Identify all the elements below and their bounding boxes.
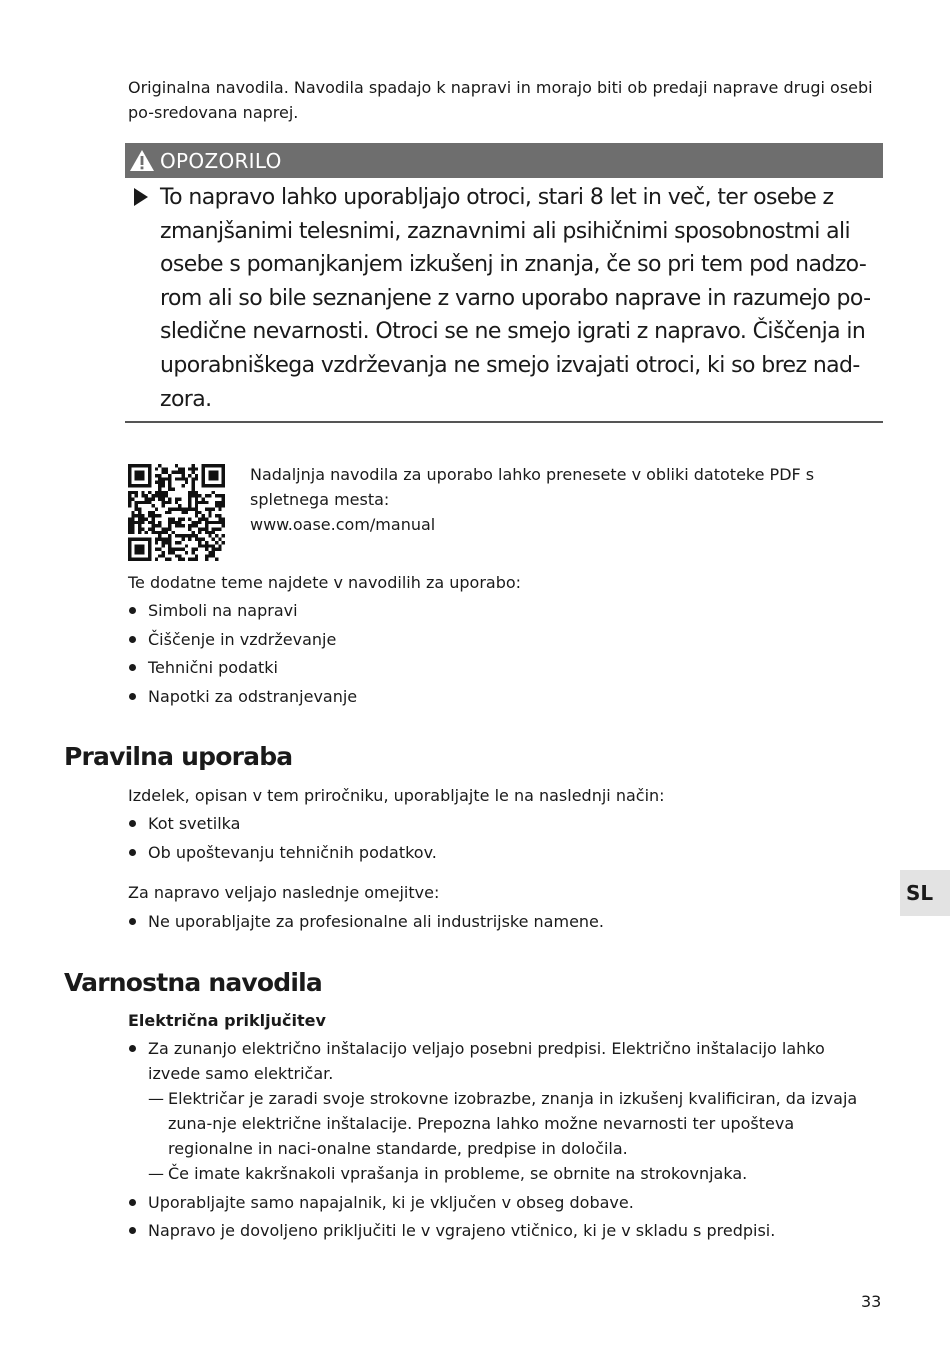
- safety-list-1: [128, 1036, 858, 1086]
- warning-header: [125, 143, 883, 178]
- warning-divider: [125, 421, 883, 423]
- restrictions-intro: Za napravo veljajo naslednje omejitve:: [128, 883, 440, 902]
- list-item: Kot svetilka: [128, 811, 437, 836]
- triangle-bullet-icon: [133, 187, 149, 207]
- safety-list-2: [128, 1190, 775, 1243]
- topics-list: [128, 598, 357, 712]
- list-item: Simboli na napravi: [128, 598, 357, 623]
- intro-text: Originalna navodila. Navodila spadajo k napravi in morajo biti ob predaji naprave drugi osebi po-sredovana naprej.: [128, 78, 873, 122]
- topics-intro: Te dodatne teme najdete v navodilih za uporabo:: [128, 573, 522, 592]
- warning-title: OPOZORILO: [160, 149, 282, 173]
- list-item: Napravo je dovoljeno priključiti le v vgrajeno vtičnico, ki je v skladu s predpisi.: [128, 1218, 775, 1243]
- electrical-connection-subheading: Električna priključitev: [128, 1011, 326, 1030]
- list-item: Ne uporabljajte za profesionalne ali industrijske namene.: [128, 909, 604, 934]
- download-text: Nadaljnja navodila za uporabo lahko prenesete v obliki datoteke PDF s spletnega mesta:: [250, 465, 815, 509]
- list-item: Napotki za odstranjevanje: [128, 684, 357, 709]
- list-item: Čiščenje in vzdrževanje: [128, 627, 357, 652]
- warning-triangle-icon: [129, 149, 155, 172]
- list-item: Za zunanjo električno inštalacijo veljajo posebni predpisi. Električno inštalacijo lahko izvede samo električar.: [128, 1036, 858, 1086]
- proper-use-list: [128, 811, 437, 868]
- manual-url: www.oase.com/manual: [250, 515, 436, 534]
- restrictions-list: [128, 909, 604, 934]
- language-tab: SL: [900, 870, 950, 916]
- list-item: — Električar je zaradi svoje strokovne izobrazbe, znanja in izkušenj kvalificiran, da izvaja zuna-nje električne inštalacije. Prepozna lahko možne nevarnosti ter upošteva regionalne in naci-onalne standarde, predpise in določila.: [148, 1089, 858, 1158]
- list-item: Tehnični podatki: [128, 655, 357, 680]
- warning-text: To napravo lahko uporabljajo otroci, stari 8 let in več, ter osebe z zmanjšanimi telesnimi, zaznavnimi ali psihičnimi sposobnostmi ali osebe s pomanjkanjem izkušenj in znanja, če so pri tem pod nadzo-rom ali so bile seznanjene z varno uporabo naprave in razumejo po-sledične nevarnosti. Otroci se ne smejo igrati z napravo. Čiščenja in uporabniškega vzdrževanja ne smejo izvajati otroci, ki so brez nad-zora.: [160, 185, 871, 412]
- list-item: Uporabljajte samo napajalnik, ki je vključen v obseg dobave.: [128, 1190, 775, 1215]
- page-number: 33: [861, 1292, 882, 1311]
- safety-heading: Varnostna navodila: [64, 968, 323, 997]
- proper-use-intro: Izdelek, opisan v tem priročniku, uporabljajte le na naslednji način:: [128, 786, 665, 805]
- safety-dash-list: [148, 1086, 876, 1186]
- list-item: Ob upoštevanju tehničnih podatkov.: [128, 840, 437, 865]
- qr-code-icon: [128, 464, 225, 561]
- list-item: — Če imate kakršnakoli vprašanja in probleme, se obrnite na strokovnjaka.: [148, 1164, 748, 1183]
- proper-use-heading: Pravilna uporaba: [64, 742, 293, 771]
